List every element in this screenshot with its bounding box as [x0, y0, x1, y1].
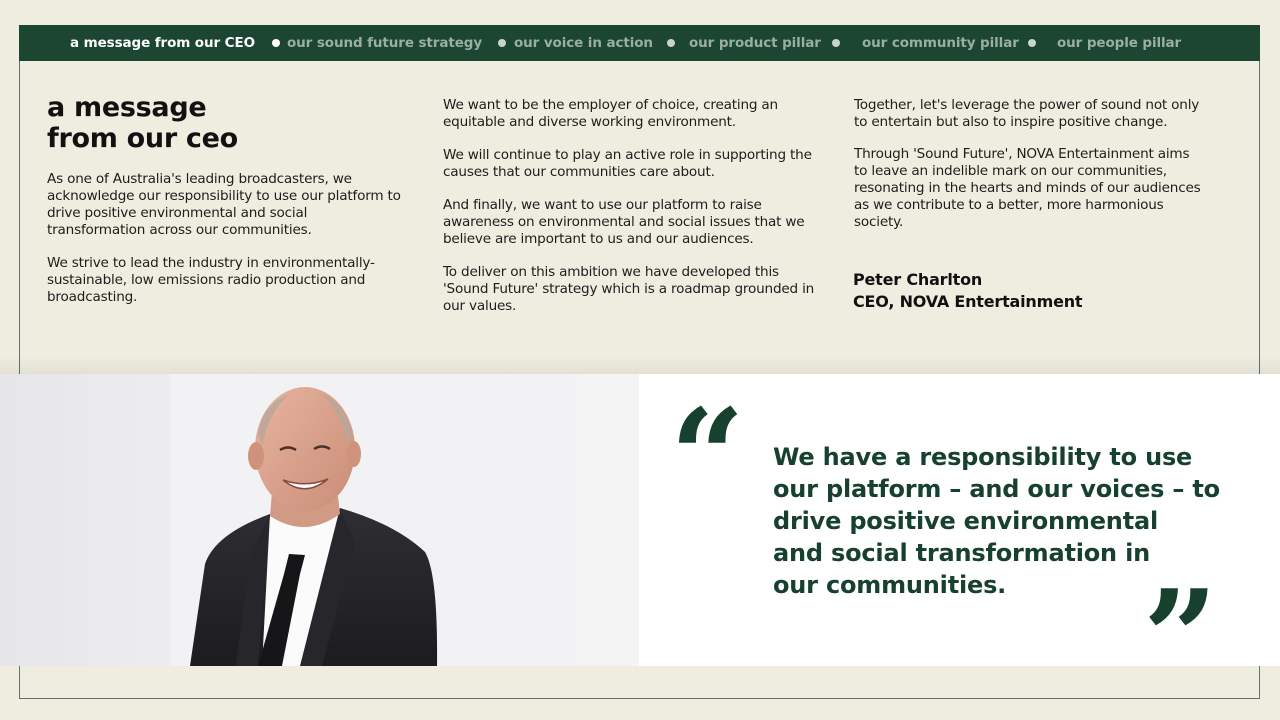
ceo-portrait-image [0, 374, 639, 666]
signature-role: CEO, NOVA Entertainment [853, 292, 1083, 311]
page-title-line-1: a message [47, 92, 207, 123]
nav-separator-dot [667, 39, 675, 47]
pull-quote-line: We have a responsibility to use [773, 443, 1193, 471]
nav-item-people-pillar[interactable]: our people pillar [1057, 35, 1182, 51]
band-shadow [0, 356, 1280, 374]
nav-separator-dot [498, 39, 506, 47]
signature-name: Peter Charlton [853, 270, 983, 289]
body-column-3 [854, 97, 1204, 246]
open-quote-icon: “ [670, 380, 745, 533]
pull-quote-line: our platform – and our voices – to [773, 475, 1220, 503]
body-paragraph: We want to be the employer of choice, creating an equitable and diverse working environment. [443, 97, 778, 130]
pull-quote-line: and social transformation in [773, 539, 1151, 567]
body-paragraph: To deliver on this ambition we have developed this 'Sound Future' strategy which is a roadmap grounded in our values. [443, 264, 815, 314]
ceo-portrait-illustration [0, 374, 639, 666]
nav-separator-dot [832, 39, 840, 47]
body-paragraph: Through 'Sound Future', NOVA Entertainment aims to leave an indelible mark on our communities, resonating in the hearts and minds of our audiences as we contribute to a better, more harmonious society. [854, 146, 1201, 230]
nav-item-community-pillar[interactable]: our community pillar [862, 35, 1019, 51]
body-paragraph: And finally, we want to use our platform to raise awareness on environmental and social issues that we believe are important to us and our audiences. [443, 197, 805, 247]
nav-separator-dot [272, 39, 280, 47]
ceo-signature [853, 269, 1082, 313]
nav-separator-dot [1028, 39, 1036, 47]
body-paragraph: We strive to lead the industry in environmentally-sustainable, low emissions radio production and broadcasting. [47, 255, 375, 305]
pull-quote-line: drive positive environmental [773, 507, 1158, 535]
nav-item-product-pillar[interactable]: our product pillar [689, 35, 821, 51]
nav-item-voice-in-action[interactable]: our voice in action [514, 35, 653, 51]
body-column-1 [47, 171, 402, 322]
body-paragraph: Together, let's leverage the power of sound not only to entertain but also to inspire positive change. [854, 97, 1200, 130]
nav-item-ceo-message[interactable]: a message from our CEO [70, 35, 255, 51]
section-nav [19, 25, 1260, 61]
page-title-line-2: from our ceo [47, 123, 238, 154]
body-paragraph: We will continue to play an active role in supporting the causes that our communities care about. [443, 147, 812, 180]
body-paragraph: As one of Australia's leading broadcasters, we acknowledge our responsibility to use our platform to drive positive environmental and social transformation across our communities. [47, 171, 401, 238]
close-quote-icon: ” [1143, 561, 1218, 714]
nav-item-sound-future-strategy[interactable]: our sound future strategy [287, 35, 483, 51]
body-column-2 [443, 97, 818, 331]
page-title [47, 92, 238, 154]
pull-quote-line: our communities. [773, 571, 1007, 599]
